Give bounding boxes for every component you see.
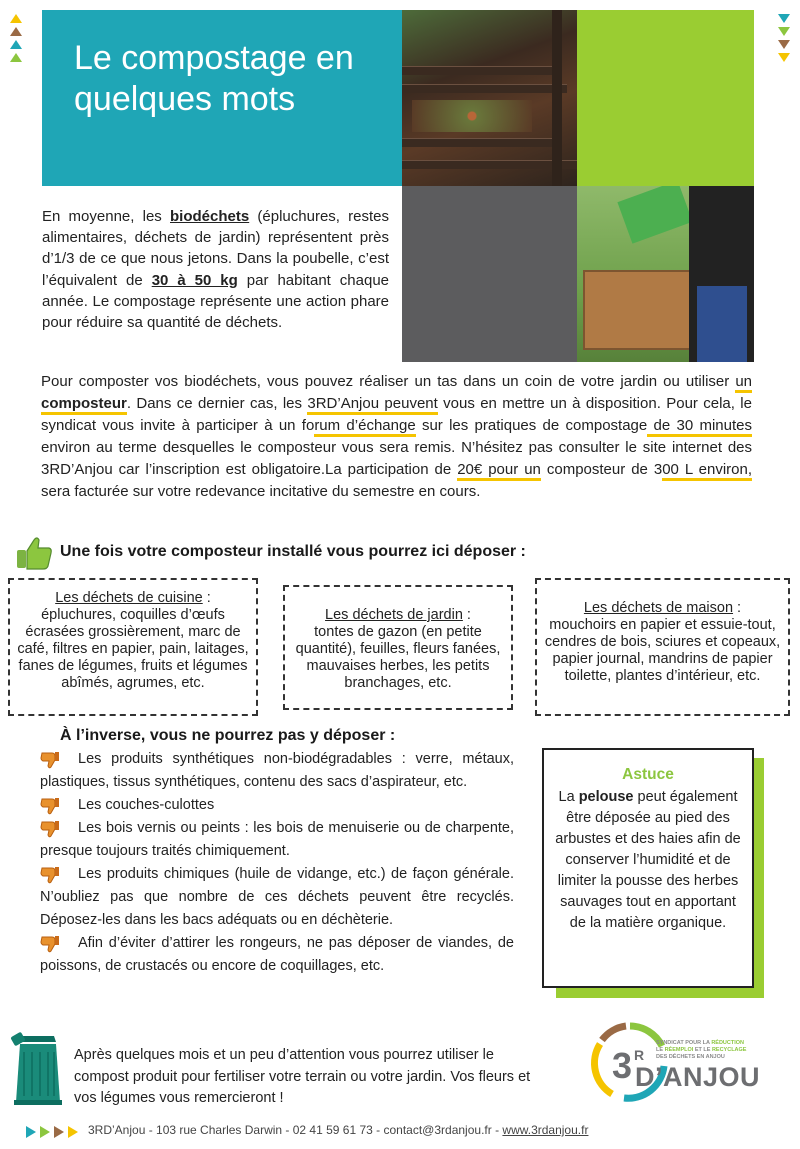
highlight: rum d’échange	[314, 417, 415, 437]
box-title: Les déchets de maison	[583, 600, 734, 616]
paragraph-text: composteur de 3	[540, 461, 663, 478]
tip-bold-term: pelouse	[578, 789, 634, 805]
quantity-highlight: 30 à 50 kg	[151, 271, 238, 289]
list-item	[40, 748, 514, 794]
website-link[interactable]: www.3rdanjou.fr	[502, 1123, 589, 1137]
list-item	[40, 794, 514, 817]
box-text: mouchoirs en papier et essuie-tout, cendres de bois, sciures et copeaux, papier journal, mandrins de papier toilette, plantes d’intérieur, etc.	[544, 617, 781, 684]
page-title: Le compostage en quelques mots	[74, 39, 354, 118]
triangle-icon	[10, 14, 22, 23]
thumbs-up-icon	[14, 532, 54, 572]
intro-text: En moyenne, les	[42, 208, 171, 225]
logo-tag-text: SYNDICAT POUR LA	[656, 1040, 712, 1046]
intro-text: par habitant chaque année. Le compostage représente une action phare pour réduire sa quantité de déchets.	[42, 271, 390, 332]
box-title: Les déchets de jardin	[325, 607, 463, 623]
tip-box	[542, 748, 754, 988]
logo-tag-text: RÉEMPLOI	[664, 1047, 694, 1053]
footer-contact: 3RD’Anjou - 103 rue Charles Darwin - 02 41 59 61 73 - contact@3rdanjou.fr -	[88, 1123, 503, 1137]
highlight: de 30 minutes	[647, 417, 752, 437]
thumbs-down-icon	[40, 866, 60, 884]
compost-heap-photo	[402, 10, 577, 186]
title-block	[42, 10, 402, 186]
deposit-heading: Une fois votre composteur installé vous pourrez ici déposer :	[60, 543, 526, 560]
footer-arrows-icon	[26, 1126, 82, 1138]
thumbs-down-icon	[40, 797, 60, 815]
paragraph-text: Pour composter vos biodéchets, vous pouvez réaliser un tas dans un coin de votre jardin ou utiliser	[41, 373, 736, 390]
thumbs-down-icon	[40, 751, 60, 769]
forbidden-heading: À l’inverse, vous ne pourrez pas y déposer :	[60, 727, 396, 744]
logo-tagline	[656, 1040, 766, 1061]
logo-tag-text: ET LE	[693, 1047, 712, 1053]
footer	[88, 1123, 588, 1137]
list-item	[40, 932, 514, 978]
paragraph-text: environ au terme desquelles le composteur vous sera remis. N’hésitez pas consulter le site internet des 3RD’Anjou car l’inscription est obligatoire.La participation de	[41, 439, 752, 478]
house-waste-box: Les déchets de maison : mouchoirs en papier et essuie-tout, cendres de bois, sciures et copeaux, papier journal, mandrins de papier toilette, plantes d’intérieur, etc.	[535, 578, 790, 716]
highlight: 00 L environ,	[662, 461, 752, 481]
tip-title: Astuce	[622, 766, 674, 783]
triangle-icon	[778, 53, 790, 62]
logo-tag-text: LE	[656, 1047, 665, 1053]
garden-waste-box: Les déchets de jardin : tontes de gazon (en petite quantité), feuilles, fleurs fanées, mauvaises herbes, les petits branchages, etc.	[283, 585, 513, 710]
conclusion-paragraph: Après quelques mois et un peu d’attention vous pourrez utiliser le compost produit pour fertiliser votre terrain ou votre jardin. Vos fleurs et vos légumes vous remercieront !	[74, 1047, 531, 1106]
paragraph-text: sur les pratiques de compostage	[415, 417, 648, 434]
list-item	[40, 817, 514, 863]
tip-text: La	[558, 789, 579, 805]
composteur-term: composteur	[41, 395, 127, 415]
logo-tag-text: RÉDUCTION	[711, 1040, 745, 1046]
thumbs-down-icon	[40, 935, 60, 953]
item-text: Les produits chimiques (huile de vidange, etc.) de façon générale. N’oubliez pas que nombre de ces déchets peuvent être recyclés. Déposez-les dans les bacs adéquats ou en déchèterie.	[40, 866, 514, 928]
highlight: un	[735, 373, 752, 393]
paragraph-text: sera facturée sur votre redevance incitative du semestre en cours.	[41, 483, 481, 500]
green-bucket	[617, 186, 692, 244]
tip-text: peut également être déposée au pied des arbustes et des haies afin de conserver l’humidité et de limiter la pousse des herbes sauvages tout en apportant de la matière organique.	[555, 789, 741, 931]
kitchen-waste-box: Les déchets de cuisine : épluchures, coquilles d’œufs écrasées grossièrement, marc de café, filtres en papier, pain, laitages, fanes de légumes, fruits et légumes abîmés, agrumes, etc.	[8, 578, 258, 716]
item-text: Afin d’éviter d’attirer les rongeurs, ne pas déposer de viandes, de poissons, de crustacés ou encore de coquillages, etc.	[40, 935, 514, 974]
highlight: 3RD’Anjou peuvent	[307, 395, 437, 415]
logo-number: 3	[612, 1045, 633, 1086]
wooden-bin	[583, 270, 703, 350]
intro-paragraph	[42, 206, 389, 333]
triangle-icon	[778, 27, 790, 36]
item-text: Les couches-culottes	[78, 797, 215, 813]
box-title: Les déchets de cuisine	[55, 590, 203, 606]
triangle-icon	[10, 40, 22, 49]
composter-photo	[577, 186, 754, 362]
thumbs-down-icon	[40, 820, 60, 838]
triangle-icon	[10, 27, 22, 36]
logo-tag-text: DES DÉCHETS EN ANJOU	[656, 1054, 725, 1060]
triangle-icon	[778, 14, 790, 23]
biodechets-term: biodéchets	[170, 208, 250, 225]
triangle-icon	[778, 40, 790, 49]
logo-tag-text: RECYCLAGE	[711, 1047, 747, 1053]
forbidden-list	[40, 748, 514, 978]
gray-color-block	[402, 186, 577, 362]
green-color-block	[577, 10, 754, 186]
item-text: Les produits synthétiques non-biodégradables : verre, métaux, plastiques, tissus synthétiques, contenu des sacs d’aspirateur, etc.	[40, 751, 514, 790]
box-text: épluchures, coquilles d’œufs écrasées grossièrement, marc de café, filtres en papier, pain, laitages, fanes de légumes, fruits et légumes abîmés, agrumes, etc.	[17, 607, 249, 691]
logo-name: D’ANJOU	[635, 1062, 761, 1092]
list-item	[40, 863, 514, 932]
item-text: Les bois vernis ou peints : les bois de menuiserie ou de charpente, presque toujours traités chimiquement.	[40, 820, 514, 859]
paragraph-text: vous en mettre un à disposition. Pour cela, le syndicat vous invite à participer à un fo	[41, 395, 752, 434]
intro-text: (épluchures, restes alimentaires, déchets de jardin) représentent près d’1/3 de ce que nous jetons. Dans la poubelle, c’est l’équivalent de	[42, 208, 389, 289]
box-text: tontes de gazon (en petite quantité), feuilles, fleurs fanées, mauvaises herbes, les petits branchages, etc.	[295, 624, 501, 691]
highlight: 20€ pour un	[457, 461, 541, 481]
compost-bin-icon	[10, 1032, 66, 1106]
logo-sup: R	[634, 1047, 645, 1063]
paragraph-text: . Dans ce dernier cas, les	[126, 395, 308, 412]
composting-paragraph	[41, 371, 752, 503]
triangle-icon	[10, 53, 22, 62]
